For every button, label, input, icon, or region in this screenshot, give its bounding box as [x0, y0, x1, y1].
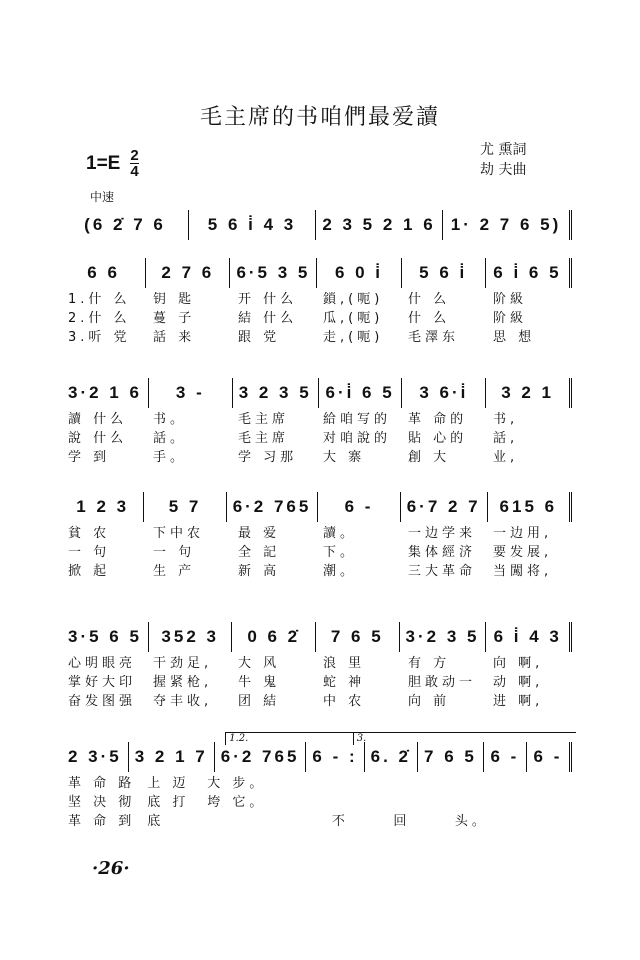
measure: 6 i̇ 4 3: [486, 622, 572, 652]
lyric-verse-1: [62, 774, 572, 793]
staff-line: [62, 620, 572, 654]
lyric-syllables: 話 来: [153, 330, 196, 345]
time-signature-bottom: 4: [130, 163, 139, 180]
staff-line: [62, 256, 572, 290]
lyric-syllables: [332, 793, 392, 812]
lyric-syllables: 向 前: [408, 694, 451, 709]
credits: [480, 140, 526, 180]
lyric-syllables: [203, 812, 265, 831]
lyric-syllables: 蛇 神: [323, 675, 366, 690]
lyric-syllables: 上 迈: [147, 776, 190, 791]
staff-system: [62, 490, 572, 581]
measure: 6·7 2 7: [401, 492, 488, 522]
lyric-syllables: 当闖将,: [493, 564, 553, 579]
measure: 3 2 3 5: [233, 378, 319, 408]
measure: 352 3: [149, 622, 233, 652]
staff-line: [62, 740, 572, 774]
staff-system: [62, 376, 572, 467]
measure: 615 6: [488, 492, 572, 522]
lyric-verse-2: [62, 673, 572, 692]
lyric-syllables: 胆敢动一: [408, 675, 477, 690]
measure: 3 -: [149, 378, 233, 408]
staff-system: [62, 620, 572, 711]
lyric-syllables: 不: [331, 814, 349, 829]
lyric-syllables: 讀 什么: [68, 412, 128, 427]
lyric-syllables: 向 啊,: [493, 656, 544, 671]
lyric-syllables: 夺丰收,: [153, 694, 213, 709]
lyric-syllables: [272, 793, 332, 812]
lyric-verse-3: [62, 448, 572, 467]
lyric-syllables: 手。: [153, 450, 188, 465]
time-signature: [130, 148, 138, 179]
lyric-verse-3: [62, 328, 572, 347]
lyric-syllables: 有 方: [408, 656, 451, 671]
lyric-syllables: 潮。: [323, 564, 358, 579]
lyric-verse-1: [62, 524, 572, 543]
lyric-syllables: 3.听 党: [68, 330, 131, 345]
measure: 3·2 3 5: [400, 622, 487, 652]
staff-system: [62, 208, 572, 242]
measure: 3·2 1 6: [62, 378, 149, 408]
measure: 6 0 i̇: [317, 258, 401, 288]
measure: 2 3·5: [62, 742, 129, 772]
measure: 2 3 5 2 1 6: [316, 210, 443, 240]
lyric-syllables: 走,(呃): [323, 330, 384, 345]
lyric-verse-1: [62, 410, 572, 429]
lyric-syllables: [512, 793, 572, 812]
lyric-syllables: 动 啊,: [493, 675, 544, 690]
staff-line: [62, 490, 572, 524]
lyric-syllables: 讀。: [323, 526, 358, 541]
lyric-syllables: 革 命的: [408, 412, 468, 427]
lyric-syllables: 牛 鬼: [238, 675, 281, 690]
lyric-syllables: 跟 党: [238, 330, 281, 345]
lyric-syllables: 下中农: [153, 526, 205, 541]
measure: 6 -: [527, 742, 572, 772]
lyric-syllables: 結 什么: [238, 311, 298, 326]
lyric-syllables: 学 习那: [238, 450, 298, 465]
lyric-syllables: 浪 里: [323, 656, 366, 671]
measure: 6. 2̇: [365, 742, 418, 772]
lyric-verse-2: [62, 543, 572, 562]
lyric-syllables: [392, 774, 452, 793]
lyric-syllables: [452, 774, 512, 793]
key-label: 1=E: [86, 152, 121, 174]
lyric-syllables: 全 記: [238, 545, 281, 560]
lyric-syllables: 一 句: [153, 545, 196, 560]
lyric-syllables: 大 步。: [207, 776, 267, 791]
lyric-verse-3: [62, 562, 572, 581]
composer: 劫 夫曲: [480, 162, 527, 178]
lyric-syllables: 底 打: [147, 795, 190, 810]
measure: 6 6: [62, 258, 146, 288]
lyric-verse-1: [62, 654, 572, 673]
measure: 3·5 6 5: [62, 622, 149, 652]
lyric-syllables: 开 什么: [238, 292, 298, 307]
measure: 6 i̇ 6 5: [486, 258, 572, 288]
measure: 6·5 3 5: [230, 258, 317, 288]
lyric-syllables: 貧 农: [68, 526, 111, 541]
measure: 0 6 2̇: [232, 622, 316, 652]
lyric-syllables: 进 啊,: [493, 694, 544, 709]
lyric-syllables: 业,: [493, 450, 519, 465]
song-title: 毛主席的书咱們最爱讀: [199, 105, 440, 130]
lyric-syllables: 什 么: [408, 311, 451, 326]
lyric-verse-2: [62, 793, 572, 812]
measure: 1· 2 7 6 5): [443, 210, 572, 240]
lyric-syllables: [452, 793, 512, 812]
measure: 1 2 3: [62, 492, 144, 522]
lyric-syllables: 三大革命: [408, 564, 477, 579]
lyric-syllables: 学 到: [68, 450, 111, 465]
volta-bracket: 3.: [353, 732, 576, 745]
lyric-syllables: 鎖,(呃): [323, 292, 384, 307]
lyric-syllables: 最 爱: [238, 526, 281, 541]
lyric-syllables: [512, 774, 572, 793]
lyric-syllables: 貼 心的: [408, 431, 468, 446]
lyric-syllables: [510, 812, 572, 831]
measure: 7 6 5: [316, 622, 400, 652]
lyric-syllables: 掀 起: [68, 564, 111, 579]
lyric-syllables: 底: [147, 814, 165, 829]
page-number: ·26·: [92, 858, 130, 879]
lyric-syllables: 回: [393, 814, 411, 829]
lyric-syllables: 对咱說的: [323, 431, 392, 446]
lyric-syllables: 握紧枪,: [153, 675, 213, 690]
staff-line: [62, 208, 572, 242]
measure: 3 6·i̇: [402, 378, 486, 408]
lyric-syllables: 革 命 到: [68, 814, 136, 829]
lyric-syllables: 毛澤东: [408, 330, 460, 345]
measure: 2 7 6: [146, 258, 230, 288]
lyric-syllables: 钥 匙: [153, 292, 196, 307]
lyric-syllables: 阶級: [493, 292, 528, 307]
measure: 6 -: [484, 742, 527, 772]
lyric-syllables: 革 命 路: [68, 776, 136, 791]
lyric-syllables: 話,: [493, 431, 519, 446]
measure: 5 7: [144, 492, 226, 522]
volta-bracket: 1.2.: [225, 732, 382, 745]
lyric-syllables: 奋发图强: [68, 694, 137, 709]
lyric-syllables: 阶級: [493, 311, 528, 326]
key-signature: [86, 148, 139, 179]
lyric-syllables: 蔓 子: [153, 311, 196, 326]
lyric-syllables: 毛主席: [238, 431, 290, 446]
lyric-syllables: [332, 774, 392, 793]
lyric-syllables: 1.什 么: [68, 292, 131, 307]
lyric-verse-2: [62, 429, 572, 448]
lyric-syllables: 話。: [153, 431, 188, 446]
staff-system: [62, 256, 572, 347]
lyric-syllables: 一边用,: [493, 526, 553, 541]
lyric-syllables: 大 寨: [323, 450, 366, 465]
lyric-verse-3: [62, 692, 572, 711]
lyric-syllables: 給咱写的: [323, 412, 392, 427]
measure: 6 -: [318, 492, 400, 522]
lyric-syllables: 书。: [153, 412, 188, 427]
time-signature-top: 2: [130, 147, 139, 164]
measure: (6 2̇ 7 6: [62, 210, 189, 240]
lyric-syllables: 心明眼亮: [68, 656, 137, 671]
measure: 6·i̇ 6 5: [319, 378, 403, 408]
lyric-syllables: 說 什么: [68, 431, 128, 446]
lyric-syllables: 一边学来: [408, 526, 477, 541]
lyric-syllables: 书,: [493, 412, 519, 427]
lyric-syllables: 垮 它。: [207, 795, 267, 810]
lyric-syllables: 下。: [323, 545, 358, 560]
measure: 3 2 1: [486, 378, 572, 408]
staff-line: [62, 376, 572, 410]
staff-system: [62, 733, 572, 831]
lyric-syllables: [272, 774, 332, 793]
lyric-syllables: [392, 793, 452, 812]
lyric-syllables: 掌好大印: [68, 675, 137, 690]
lyric-syllables: 瓜,(呃): [323, 311, 384, 326]
measure: 5 6 i̇: [402, 258, 486, 288]
measure: 6·2 765: [227, 492, 319, 522]
lyric-syllables: 头。: [454, 814, 489, 829]
measure: 3 2 1 7: [129, 742, 215, 772]
lyric-syllables: 大 风: [238, 656, 281, 671]
lyric-syllables: 要发展,: [493, 545, 553, 560]
tempo-marking: 中速: [90, 190, 115, 204]
measure: 7 6 5: [418, 742, 484, 772]
lyric-syllables: 創 大: [408, 450, 451, 465]
lyric-syllables: 团 結: [238, 694, 281, 709]
lyric-verse-2: [62, 309, 572, 328]
lyric-syllables: 2.什 么: [68, 311, 131, 326]
measure: 6 - :: [306, 742, 364, 772]
lyric-syllables: 毛主席: [238, 412, 290, 427]
lyric-syllables: 坚 决 彻: [68, 795, 136, 810]
measure: 5 6 i̇ 4 3: [189, 210, 316, 240]
lyric-syllables: 干劲足,: [153, 656, 213, 671]
lyric-syllables: [264, 812, 326, 831]
lyric-syllables: 集体經济: [408, 545, 477, 560]
lyric-syllables: 一 句: [68, 545, 111, 560]
lyric-syllables: 思 想: [493, 330, 536, 345]
lyric-verse-1: [62, 290, 572, 309]
lyric-verse-3: [62, 812, 572, 831]
lyric-syllables: 生 产: [153, 564, 196, 579]
lyric-syllables: 什 么: [408, 292, 451, 307]
lyric-syllables: 中 农: [323, 694, 366, 709]
lyric-syllables: 新 高: [238, 564, 281, 579]
lyricist: 尤 熏詞: [480, 142, 527, 158]
measure: 6·2 765: [215, 742, 307, 772]
